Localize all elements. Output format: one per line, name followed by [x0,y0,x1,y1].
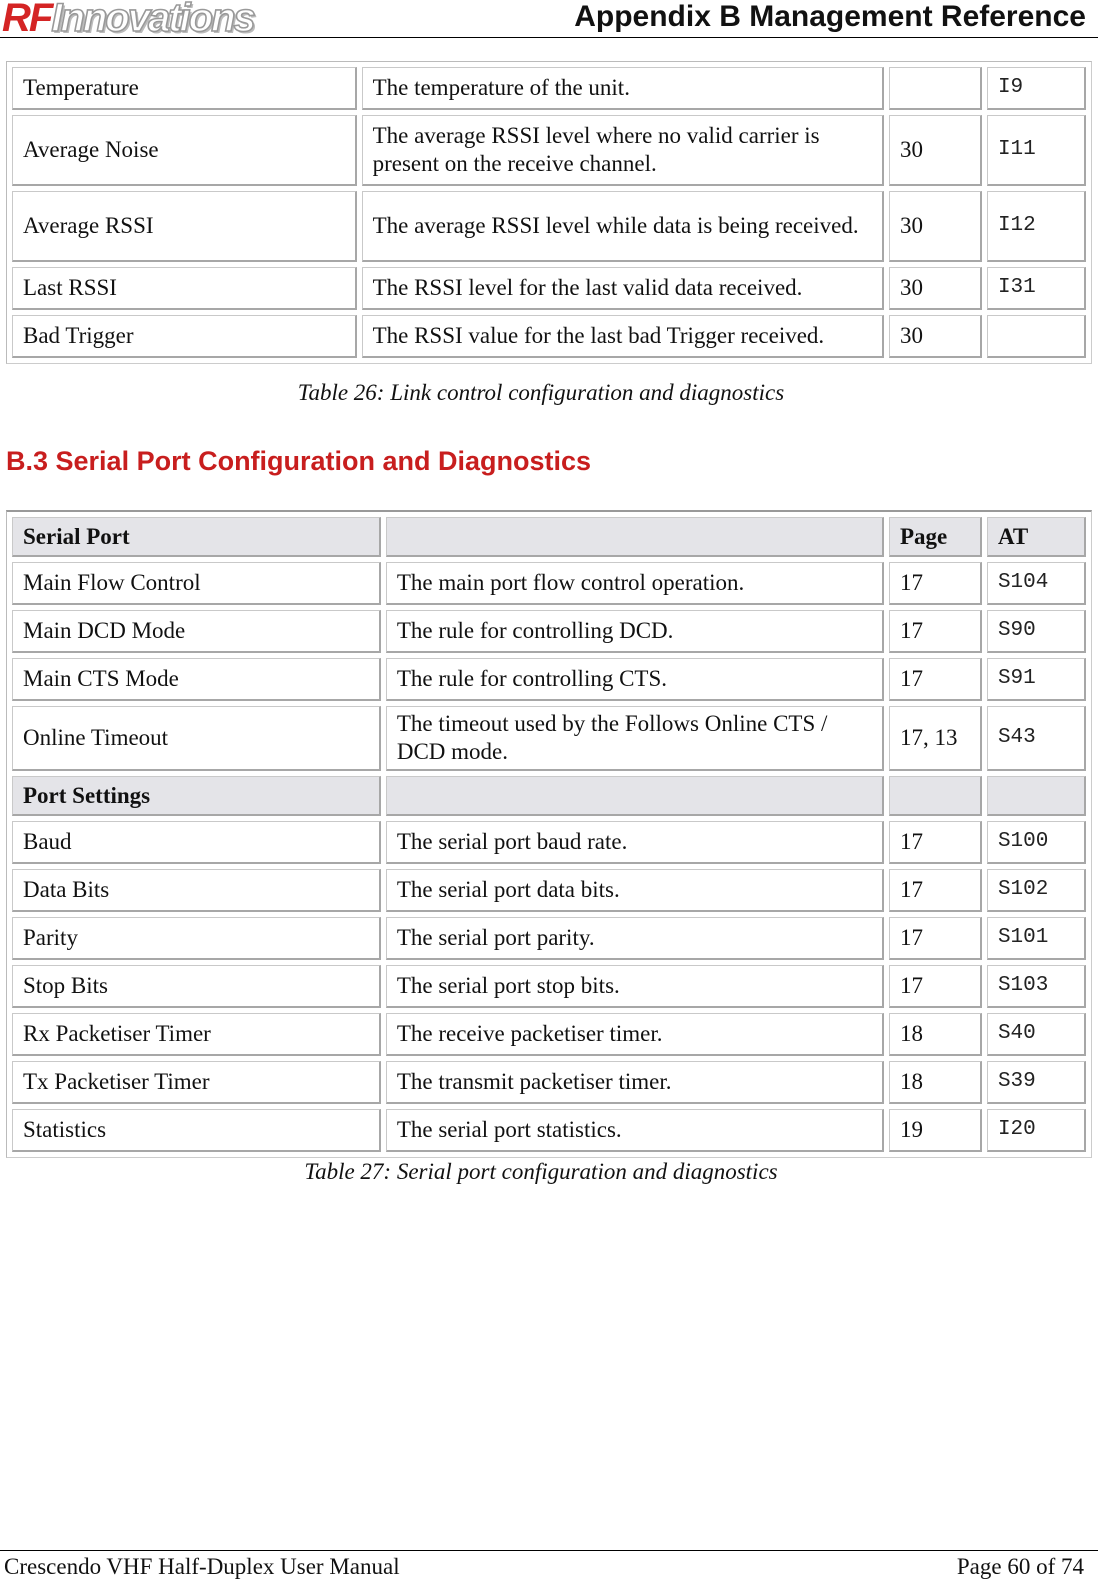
param-desc: The average RSSI level where no valid carrier is present on the receive channel. [362,115,884,186]
header-cell-desc [386,517,884,557]
param-desc: The rule for controlling CTS. [386,658,884,701]
table-subheader-row [12,776,1086,816]
param-page: 18 [889,1013,982,1056]
param-page: 18 [889,1061,982,1104]
param-at: S104 [987,562,1086,605]
subheader-cell-name: Port Settings [12,776,381,816]
param-page: 30 [889,191,982,262]
param-at: S90 [987,610,1086,653]
table-row [12,267,1086,310]
param-desc: The serial port baud rate. [386,821,884,864]
param-at: S40 [987,1013,1086,1056]
table-row [12,658,1086,701]
param-at: S102 [987,869,1086,912]
param-name: Online Timeout [12,706,381,771]
param-at: I31 [987,267,1086,310]
param-at: S39 [987,1061,1086,1104]
header-divider [0,37,1098,38]
page-header [0,0,1098,38]
subheader-cell-at [987,776,1086,816]
param-page: 30 [889,315,982,358]
param-desc: The temperature of the unit. [362,67,884,110]
subheader-cell-page [889,776,982,816]
param-name: Bad Trigger [12,315,357,358]
table-row [12,67,1086,110]
footer-divider [0,1550,1098,1551]
param-name: Main Flow Control [12,562,381,605]
param-desc: The serial port data bits. [386,869,884,912]
param-desc: The serial port statistics. [386,1109,884,1152]
param-at [987,315,1086,358]
param-desc: The serial port stop bits. [386,965,884,1008]
param-at: I20 [987,1109,1086,1152]
param-page: 17 [889,821,982,864]
param-name: Temperature [12,67,357,110]
param-name: Parity [12,917,381,960]
table-row [12,610,1086,653]
param-at: I9 [987,67,1086,110]
param-desc: The serial port parity. [386,917,884,960]
param-name: Average Noise [12,115,357,186]
param-at: I11 [987,115,1086,186]
param-page: 17 [889,562,982,605]
param-page: 17 [889,658,982,701]
logo-text-innovations: Innovations [51,0,254,40]
param-page: 30 [889,115,982,186]
param-name: Average RSSI [12,191,357,262]
param-name: Last RSSI [12,267,357,310]
param-desc: The rule for controlling DCD. [386,610,884,653]
param-page: 17 [889,610,982,653]
header-cell-page: Page [889,517,982,557]
table27-caption: Table 27: Serial port configuration and diagnostics [304,1159,778,1184]
table-row [12,1109,1086,1152]
serial-port-table [6,510,1092,1158]
table-row [12,917,1086,960]
header-cell-at: AT [987,517,1086,557]
param-name: Tx Packetiser Timer [12,1061,381,1104]
param-desc: The RSSI level for the last valid data received. [362,267,884,310]
param-page: 17 [889,965,982,1008]
param-page: 17 [889,869,982,912]
param-at: S103 [987,965,1086,1008]
param-at: S43 [987,706,1086,771]
param-name: Stop Bits [12,965,381,1008]
param-page: 17 [889,917,982,960]
subheader-cell-desc [386,776,884,816]
table-row [12,562,1086,605]
param-name: Rx Packetiser Timer [12,1013,381,1056]
param-page [889,67,982,110]
param-desc: The receive packetiser timer. [386,1013,884,1056]
param-desc: The main port flow control operation. [386,562,884,605]
table26-caption: Table 26: Link control configuration and diagnostics [297,380,785,405]
param-name: Main CTS Mode [12,658,381,701]
table-row [12,869,1086,912]
param-name: Main DCD Mode [12,610,381,653]
param-desc: The transmit packetiser timer. [386,1061,884,1104]
table-row [12,1013,1086,1056]
section-heading: B.3 Serial Port Configuration and Diagnostics [6,446,592,476]
param-page: 30 [889,267,982,310]
table-row [12,965,1086,1008]
link-control-table [6,61,1092,364]
param-desc: The average RSSI level while data is being received. [362,191,884,262]
param-name: Data Bits [12,869,381,912]
header-cell-name: Serial Port [12,517,381,557]
param-page: 19 [889,1109,982,1152]
rfinnovations-logo [2,0,254,38]
logo-text-rf: RF [2,0,52,40]
table-row [12,315,1086,358]
table-header-row [12,517,1086,557]
param-page: 17, 13 [889,706,982,771]
table-row [12,1061,1086,1104]
param-at: S91 [987,658,1086,701]
param-at: S100 [987,821,1086,864]
param-name: Statistics [12,1109,381,1152]
param-name: Baud [12,821,381,864]
param-at: I12 [987,191,1086,262]
footer-page-number: Page 60 of 74 [956,1554,1084,1579]
param-desc: The RSSI value for the last bad Trigger received. [362,315,884,358]
footer-manual-title: Crescendo VHF Half-Duplex User Manual [4,1554,400,1579]
table-row [12,821,1086,864]
header-title: Appendix B Management Reference [574,0,1086,33]
table-row [12,115,1086,186]
param-desc: The timeout used by the Follows Online CTS / DCD mode. [386,706,884,771]
table-row [12,191,1086,262]
table-row [12,706,1086,771]
param-at: S101 [987,917,1086,960]
